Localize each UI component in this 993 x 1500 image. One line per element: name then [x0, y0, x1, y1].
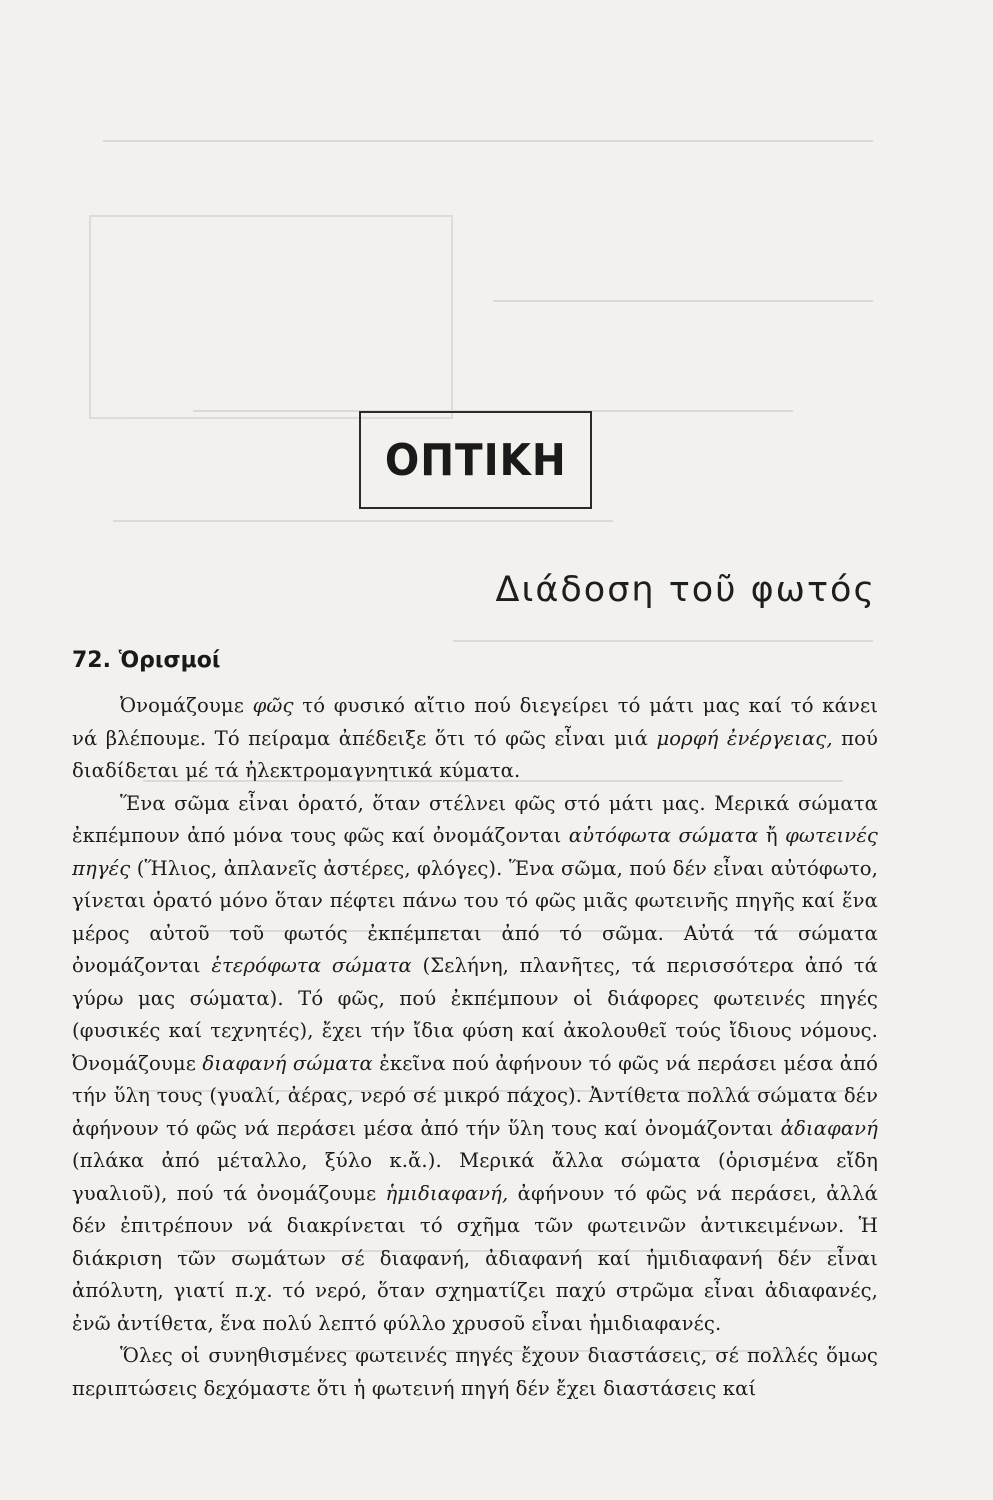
text-run: Ὅλες οἱ συνηθισμένες φωτεινές πηγές ἔχουν διαστάσεις, σέ πολλές ὅμως περιπτώσεις δεχόμαστε ὅτι ἡ φωτεινή πηγή δέν ἔχει διαστάσεις καί: [72, 1344, 878, 1400]
italic-term: ἑτερόφωτα σώματα: [211, 954, 412, 977]
section-title: ΟΠΤΙΚΗ: [384, 434, 567, 486]
italic-term: αὐτόφωτα σώματα: [568, 824, 759, 847]
text-run: πού διαδίδεται μέ τά ἠλεκτρομαγνητικά κύματα.: [72, 726, 878, 782]
italic-term: διαφανή σώματα: [202, 1051, 373, 1075]
italic-term: ἀδιαφανή: [780, 1116, 878, 1140]
paragraph: [72, 788, 878, 1341]
bleed-rule: [453, 640, 873, 642]
text-run: (Ἥλιος, ἀπλανεῖς ἀστέρες, φλόγες). Ἕνα σῶμα, πού δέν εἶναι αὐτόφωτο, γίνεται ὁρατό μόνο ὅταν πέφτει πάνω του τό φῶς μιᾶς φωτεινῆς πηγῆς καί ἕνα μέρος αὐτοῦ τοῦ φωτός ἐκπέμπεται ἀπό τό σῶμα. Αὐτά τά σώματα ὀνομάζονται: [72, 856, 878, 977]
text-run: Ἕνα σῶμα εἶναι ὁρατό, ὅταν στέλνει φῶς στό μάτι μας. Μερικά σώματα ἐκπέμπουν ἀπό μόνα τους φῶς καί ὀνομάζονται: [72, 791, 878, 847]
italic-term: φῶς: [252, 694, 294, 717]
paragraph: [72, 690, 878, 788]
italic-term: φωτεινές πηγές: [72, 824, 879, 880]
text-run: (Σελήνη, πλανῆτες, τά περισσότερα ἀπό τά γύρω μας σώματα). Τό φῶς, πού ἐκπέμπουν οἱ διάφορες φωτεινές πηγές (φυσικές καί τεχνητές), ἔχει τήν ἴδια φύση καί ἀκολουθεῖ τούς ἴδιους νόμους. Ὀνομάζουμε: [72, 954, 878, 1075]
text-run: Ὀνομάζουμε: [120, 694, 253, 717]
body-text: [72, 690, 878, 1405]
italic-term: μορφή ἐνέργειας,: [656, 726, 833, 750]
text-run: ἀφήνουν τό φῶς νά περάσει, ἀλλά δέν ἐπιτρέπουν νά διακρίνεται τό σχῆμα τῶν φωτεινῶν ἀντικειμένων. Ἡ διάκριση τῶν σωμάτων σέ διαφανή, ἀδιαφανή καί ἡμιδιαφανή δέν εἶναι ἀπόλυτη, γιατί π.χ. τό νερό, ὅταν σχηματίζει παχύ στρῶμα εἶναι ἀδιαφανές, ἐνῶ ἀντίθετα, ἕνα πολύ λεπτό φύλλο χρυσοῦ εἶναι ἡμιδιαφανές.: [72, 1181, 878, 1335]
bleed-rule: [493, 300, 873, 302]
paragraph: [72, 1340, 878, 1405]
text-run: (πλάκα ἀπό μέταλλο, ξύλο κ.ἄ.). Μερικά ἄλλα σώματα (ὁρισμένα εἴδη γυαλιοῦ), πού τά ὀνομάζουμε: [72, 1149, 878, 1205]
text-run: ἤ: [758, 824, 786, 847]
text-run: τό φυσικό αἴτιο πού διεγείρει τό μάτι μας καί τό κάνει νά βλέπουμε. Τό πείραμα ἀπέδειξε ὅτι τό φῶς εἶναι μιά: [72, 694, 878, 750]
italic-term: ἡμιδιαφανή,: [385, 1181, 509, 1205]
bleed-rule: [113, 520, 613, 522]
section-title-box: [359, 411, 592, 509]
bleed-figure-frame: [89, 215, 453, 419]
section-heading: 72. Ὁρισμοί: [72, 648, 221, 673]
bleed-rule: [103, 140, 873, 142]
chapter-title: Διάδοση τοῦ φωτός: [495, 570, 876, 610]
text-run: ἐκεῖνα πού ἀφήνουν τό φῶς νά περάσει μέσα ἀπό τήν ὕλη τους (γυαλί, ἀέρας, νερό σέ μικρό πάχος). Ἀντίθετα πολλά σώματα δέν ἀφήνουν τό φῶς νά περάσει μέσα ἀπό τήν ὕλη τους καί ὀνομάζονται: [72, 1051, 878, 1140]
